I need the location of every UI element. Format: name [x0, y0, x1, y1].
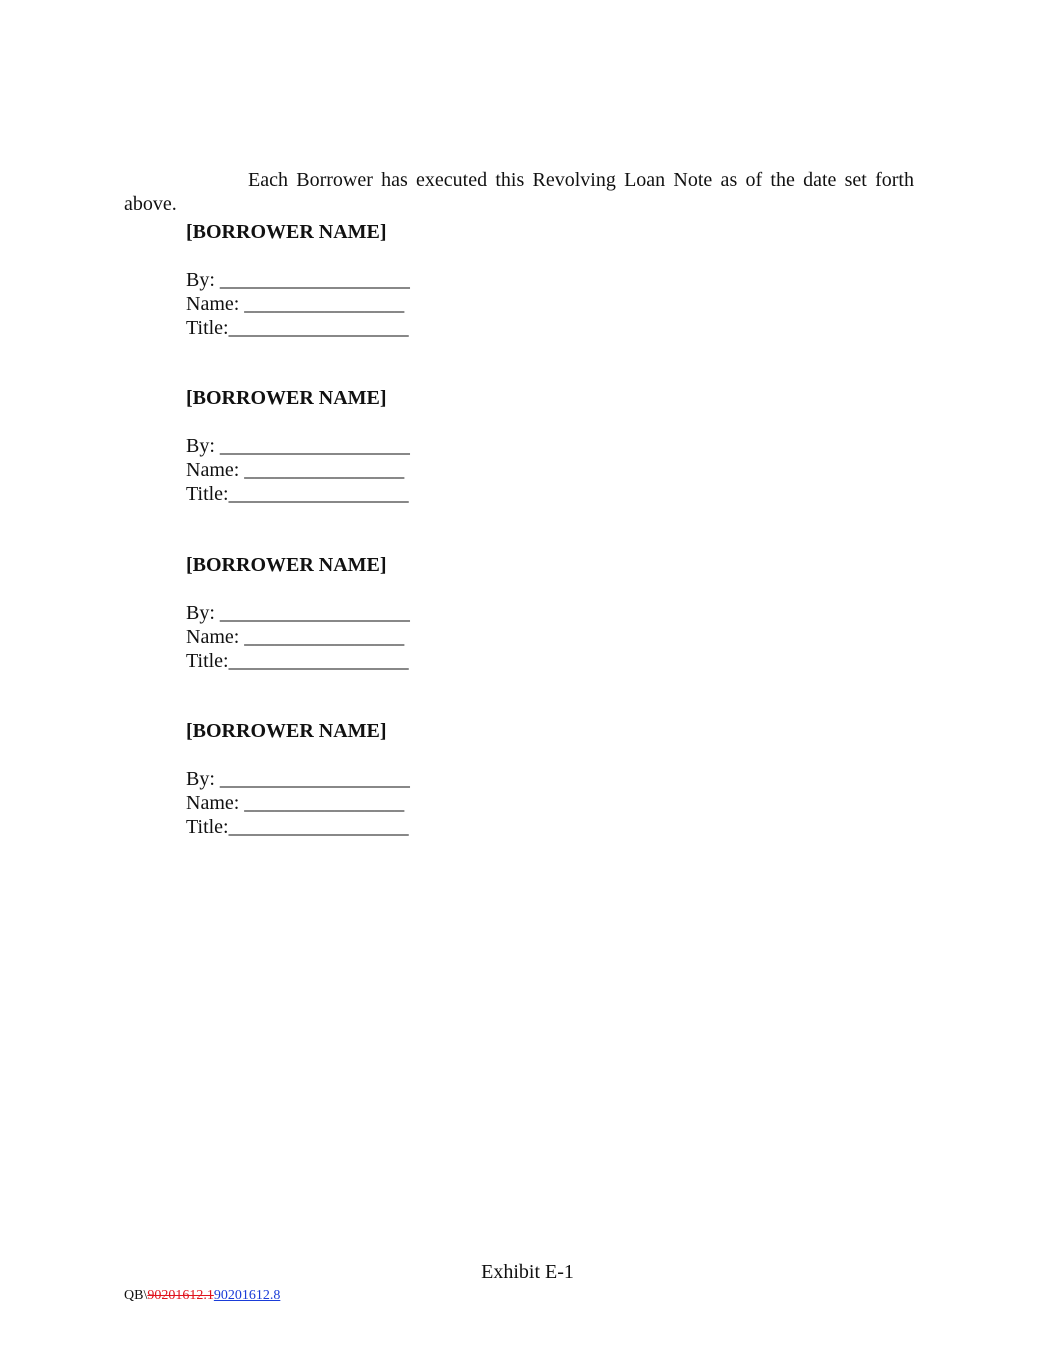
borrower-name-heading: [BORROWER NAME] [186, 387, 387, 409]
intro-paragraph: Each Borrower has executed this Revolving Loan Note as of the date set forth above. [124, 169, 914, 215]
by-line: By: ___________________ [186, 602, 410, 624]
signature-block [186, 386, 586, 506]
doc-id-deleted: 90201612.1 [147, 1288, 214, 1303]
title-line: Title:__________________ [186, 317, 409, 339]
borrower-name-heading: [BORROWER NAME] [186, 554, 387, 576]
document-id [124, 1287, 280, 1305]
exhibit-footer: Exhibit E-1 [481, 1261, 574, 1283]
by-line: By: ___________________ [186, 269, 410, 291]
signature-block [186, 553, 586, 673]
title-line: Title:__________________ [186, 816, 409, 838]
name-line: Name: ________________ [186, 792, 405, 814]
name-line: Name: ________________ [186, 626, 405, 648]
borrower-name-heading: [BORROWER NAME] [186, 720, 387, 742]
by-line: By: ___________________ [186, 435, 410, 457]
signature-block [186, 719, 586, 839]
title-line: Title:__________________ [186, 650, 409, 672]
title-line: Title:__________________ [186, 483, 409, 505]
signature-block [186, 220, 586, 340]
name-line: Name: ________________ [186, 459, 405, 481]
name-line: Name: ________________ [186, 293, 405, 315]
doc-id-inserted: 90201612.8 [213, 1288, 281, 1303]
doc-id-prefix: QB\ [124, 1288, 148, 1303]
by-line: By: ___________________ [186, 768, 410, 790]
borrower-name-heading: [BORROWER NAME] [186, 221, 387, 243]
